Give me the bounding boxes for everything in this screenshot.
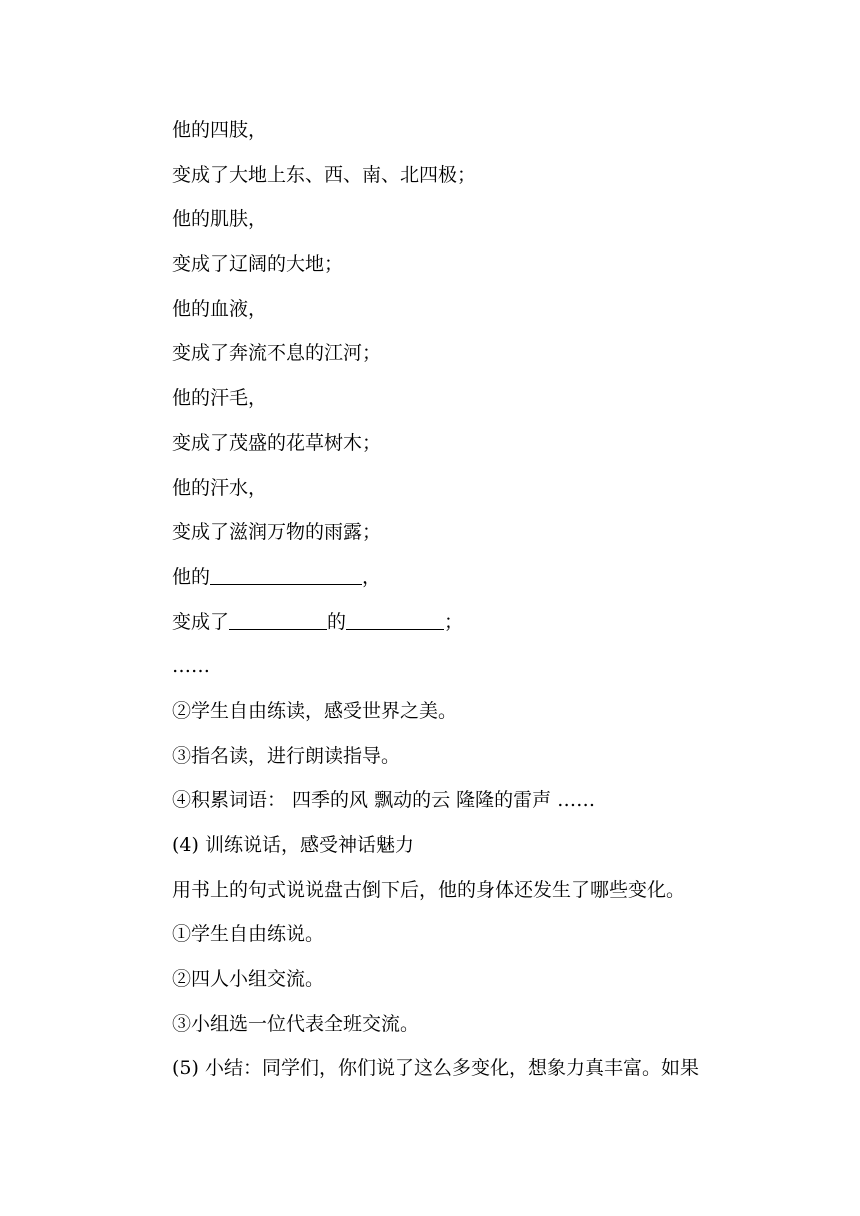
fill-in-suffix: ； xyxy=(444,610,464,633)
poem-line: 变成了辽阔的大地； xyxy=(172,253,344,276)
step-line: ①学生自由练说。 xyxy=(172,923,325,946)
section-heading: (4) 训练说话，感受神话魅力 xyxy=(172,834,414,856)
step-line: 用书上的句式说说盘古倒下后，他的身体还发生了哪些变化。 xyxy=(172,878,686,901)
summary-line: (5) 小结：同学们，你们说了这么多变化，想象力真丰富。如果 xyxy=(172,1057,699,1080)
poem-line: 他的四肢， xyxy=(172,119,268,141)
step-line: ④积累词语： 四季的风 飘动的云 隆隆的雷声 …… xyxy=(172,789,596,812)
poem-line: 他的血液， xyxy=(172,297,268,320)
fill-in-middle: 的 xyxy=(327,610,347,633)
step-line: ③指名读，进行朗读指导。 xyxy=(172,744,401,767)
poem-line: 变成了滋润万物的雨露； xyxy=(172,521,382,544)
poem-line: 变成了茂盛的花草树木； xyxy=(172,431,382,454)
fill-in-line-2 xyxy=(172,600,772,645)
ellipsis-line: …… xyxy=(172,655,210,678)
poem-line: 他的汗水， xyxy=(172,476,268,499)
poem-line: 变成了大地上东、西、南、北四极； xyxy=(172,163,477,186)
fill-in-blank xyxy=(210,562,362,585)
fill-in-blank xyxy=(229,607,327,630)
fill-in-prefix: 变成了 xyxy=(172,610,230,633)
step-line: ③小组选一位代表全班交流。 xyxy=(172,1012,420,1035)
step-line: ②四人小组交流。 xyxy=(172,968,325,991)
poem-line: 他的汗毛， xyxy=(172,387,268,410)
poem-line: 他的肌肤， xyxy=(172,208,268,231)
poem-line: 变成了奔流不息的江河； xyxy=(172,342,382,365)
fill-in-blank xyxy=(346,607,444,630)
document-body xyxy=(172,108,772,1091)
step-line: ②学生自由练读，感受世界之美。 xyxy=(172,699,458,722)
fill-in-suffix: ， xyxy=(362,565,382,588)
fill-in-prefix: 他的 xyxy=(172,565,211,588)
fill-in-line-1 xyxy=(172,555,772,600)
